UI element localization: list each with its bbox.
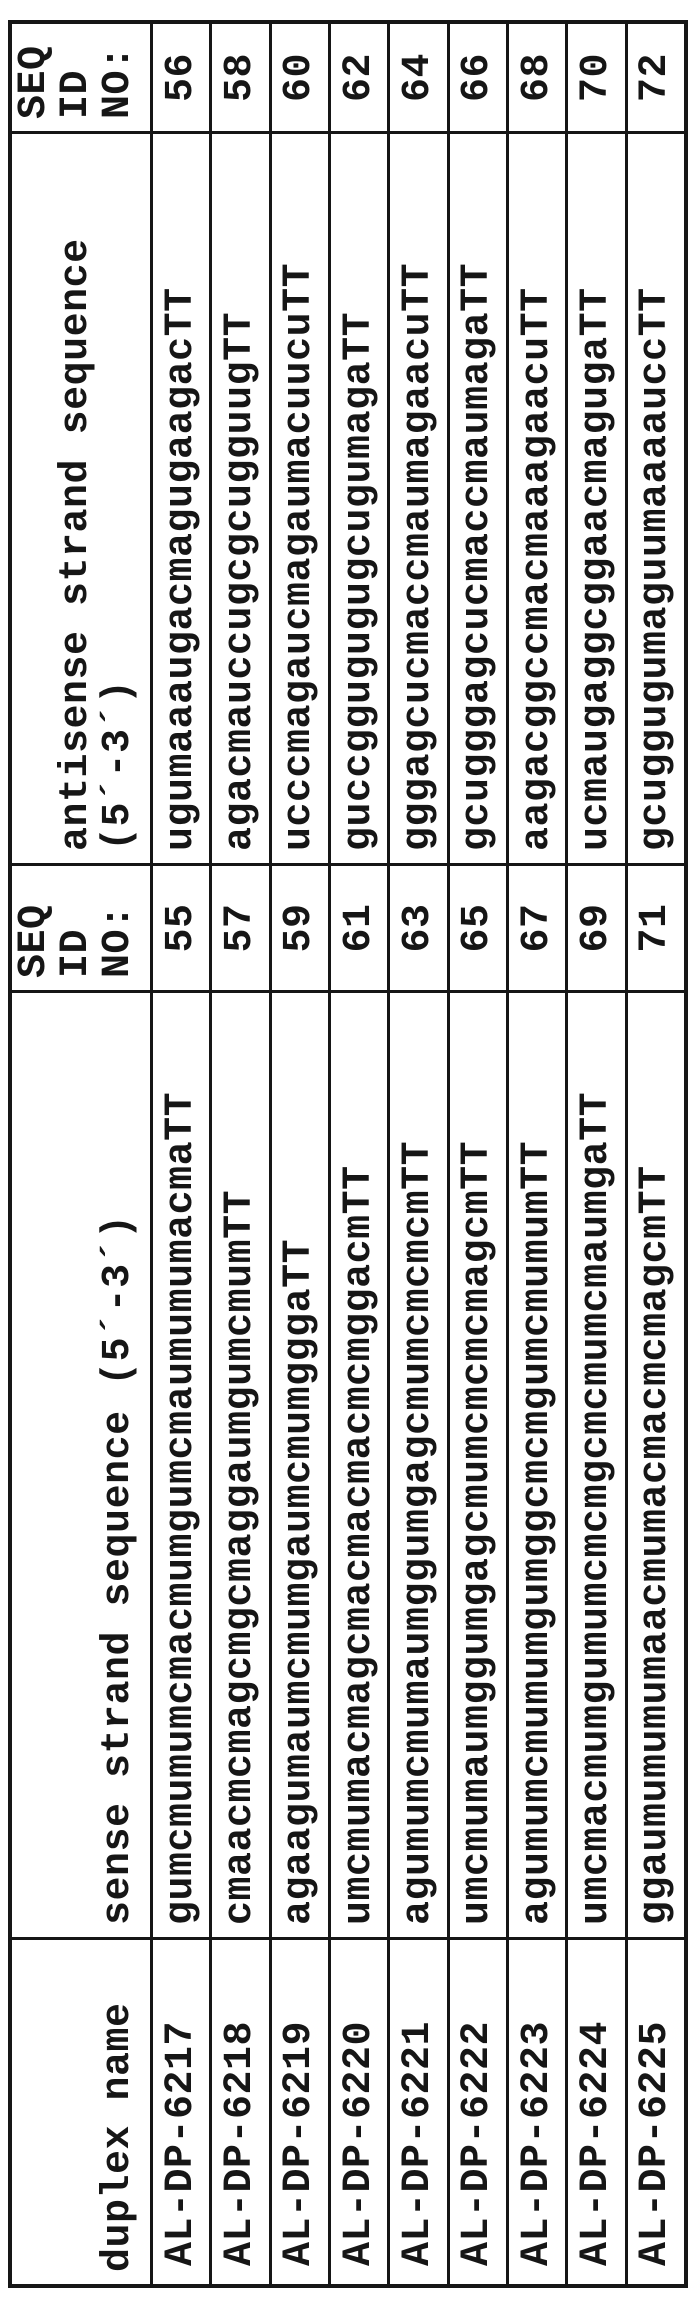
sense-seq-id-cell: 65: [450, 866, 506, 990]
antisense-sequence-cell: gcuggugumaguumaaaauccTT: [628, 134, 684, 863]
sense-seq-id-cell: 67: [509, 866, 565, 990]
sense-sequence-cell: cmaacmcmagcmgcmaggaumgumcmumTT: [212, 993, 268, 1937]
duplex-name-cell: AL-DP-6225: [628, 1940, 684, 2284]
sense-sequence-header-label: sense strand sequence (5´-3´): [96, 1214, 141, 1925]
antisense-sequence-cell: ucmaugaggcggaacmagugaTT: [568, 134, 624, 863]
antisense-sequence-cell: ugumaaaugacmagugaagacTT: [153, 134, 209, 863]
duplex-name-cell: AL-DP-6219: [272, 1940, 328, 2284]
seq-id-header-line: SEQ: [12, 45, 57, 119]
antisense-seq-id-cell: 70: [568, 24, 624, 131]
antisense-seq-id-cell: 60: [272, 24, 328, 131]
antisense-sequence-cell: agacmauccugcgcugguugTT: [212, 134, 268, 863]
antisense-sequence-cell: gcugggagcucmaccmaumagaTT: [450, 134, 506, 863]
antisense-seq-id-cell: 66: [450, 24, 506, 131]
sense-sequence-cell: gumcmumumcmacmumgumcmaumumumacmaTT: [153, 993, 209, 1937]
antisense-sequence-header: [12, 134, 150, 863]
sirna-duplex-table: [8, 20, 688, 2288]
sense-sequence-header: [12, 993, 150, 1937]
sense-sequence-cell: agumumcmumaumggumgagcmumcmcmcmTT: [390, 993, 446, 1937]
sense-seq-id-cell: 61: [331, 866, 387, 990]
seq-id-header-line: ID: [54, 928, 99, 978]
seq-id-header-sense: [12, 866, 150, 990]
duplex-name-cell: AL-DP-6224: [568, 1940, 624, 2284]
duplex-name-cell: AL-DP-6220: [331, 1940, 387, 2284]
sense-seq-id-cell: 55: [153, 866, 209, 990]
duplex-name-cell: AL-DP-6218: [212, 1940, 268, 2284]
antisense-sequence-cell: guccggugugugcugumagaTT: [331, 134, 387, 863]
sense-sequence-cell: agaagumaumcmumgaumcmumgggaTT: [272, 993, 328, 1937]
duplex-name-cell: AL-DP-6223: [509, 1940, 565, 2284]
seq-id-header-line: NO:: [96, 45, 141, 119]
sense-seq-id-cell: 69: [568, 866, 624, 990]
antisense-seq-id-cell: 56: [153, 24, 209, 131]
sense-seq-id-cell: 71: [628, 866, 684, 990]
sense-seq-id-cell: 59: [272, 866, 328, 990]
sense-sequence-cell: agumumcmumumgumggcmcmgumcmumumTT: [509, 993, 565, 1937]
duplex-name-header: [12, 1940, 150, 2284]
duplex-name-cell: AL-DP-6217: [153, 1940, 209, 2284]
duplex-name-header-label: duplex name: [96, 2002, 141, 2272]
antisense-seq-id-cell: 64: [390, 24, 446, 131]
duplex-name-cell: AL-DP-6222: [450, 1940, 506, 2284]
antisense-seq-id-cell: 62: [331, 24, 387, 131]
seq-id-header-line: SEQ: [12, 904, 57, 978]
sense-sequence-cell: umcmacmumgumumcmcmgcmcmumcmaumgaTT: [568, 993, 624, 1937]
sense-sequence-cell: ggaumumumumaacmumacmacmcmagcmTT: [628, 993, 684, 1937]
antisense-sequence-cell: gggagcucmaccmaumagaacuTT: [390, 134, 446, 863]
antisense-seq-id-cell: 58: [212, 24, 268, 131]
antisense-header-line: (5´-3´): [96, 679, 141, 851]
sense-sequence-cell: umcmumacmagcmacmacmacmcmggacmTT: [331, 993, 387, 1937]
sense-sequence-cell: umcmumaumggumgagcmumcmcmcmagcmTT: [450, 993, 506, 1937]
antisense-seq-id-cell: 72: [628, 24, 684, 131]
antisense-sequence-cell: ucccmagaucmagaumacuucuTT: [272, 134, 328, 863]
antisense-sequence-cell: aagacggccmacmaaagaacuTT: [509, 134, 565, 863]
sense-seq-id-cell: 57: [212, 866, 268, 990]
seq-id-header-line: NO:: [96, 904, 141, 978]
antisense-seq-id-cell: 68: [509, 24, 565, 131]
seq-id-header-line: ID: [54, 69, 99, 119]
antisense-header-line: antisense strand sequence: [54, 238, 99, 851]
duplex-name-cell: AL-DP-6221: [390, 1940, 446, 2284]
sense-seq-id-cell: 63: [390, 866, 446, 990]
seq-id-header-antisense: [12, 24, 150, 131]
